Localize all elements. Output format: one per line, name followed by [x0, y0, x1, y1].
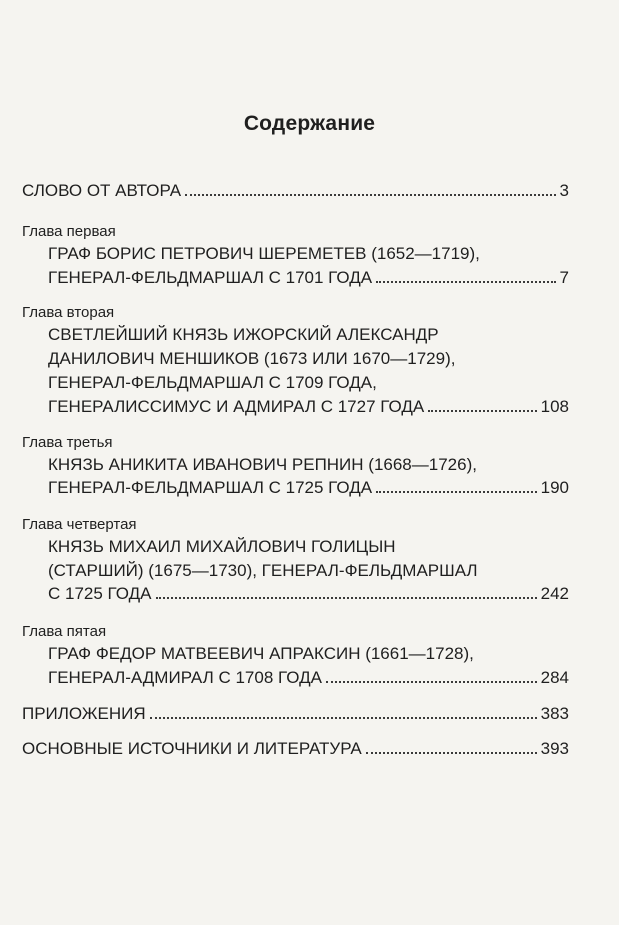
entry-line: ГЕНЕРАЛ-ФЕЛЬДМАРШАЛ С 1709 ГОДА,: [48, 373, 377, 392]
entry-line: ГРАФ ФЕДОР МАТВЕЕВИЧ АПРАКСИН (1661—1728),: [48, 644, 474, 663]
toc-entry-ch2[interactable]: [48, 397, 569, 417]
entry-line: ГЕНЕРАЛ-ФЕЛЬДМАРШАЛ С 1725 ГОДА: [48, 478, 373, 497]
entry-line: ГЕНЕРАЛИССИМУС И АДМИРАЛ С 1727 ГОДА: [48, 397, 425, 416]
dot-leader: [376, 491, 537, 493]
entry-line: С 1725 ГОДА: [48, 584, 152, 603]
page-number: 284: [540, 668, 569, 687]
page-number: 7: [559, 268, 569, 287]
dot-leader: [156, 597, 537, 599]
toc-entry-ch4[interactable]: [48, 584, 569, 604]
chapter-label: Глава вторая: [22, 304, 115, 321]
toc-entry-preface[interactable]: [22, 181, 569, 201]
page-number: 3: [559, 181, 569, 200]
entry-line: ГЕНЕРАЛ-ФЕЛЬДМАРШАЛ С 1701 ГОДА: [48, 268, 373, 287]
dot-leader: [326, 681, 537, 683]
page-number: 393: [540, 739, 569, 758]
page-number: 242: [540, 584, 569, 603]
dot-leader: [366, 752, 537, 754]
toc-entry-ch3[interactable]: [48, 478, 569, 498]
dot-leader: [150, 717, 537, 719]
entry-line: ГРАФ БОРИС ПЕТРОВИЧ ШЕРЕМЕТЕВ (1652—1719),: [48, 244, 480, 263]
toc-entry-ch5[interactable]: [48, 668, 569, 688]
page-number: 383: [540, 704, 569, 723]
page-number: 190: [540, 478, 569, 497]
dot-leader: [428, 410, 536, 412]
entry-title: ПРИЛОЖЕНИЯ: [22, 704, 146, 723]
entry-line: КНЯЗЬ МИХАИЛ МИХАЙЛОВИЧ ГОЛИЦЫН: [48, 537, 396, 556]
toc-entry-sources[interactable]: [22, 739, 569, 759]
entry-line: ДАНИЛОВИЧ МЕНШИКОВ (1673 ИЛИ 1670—1729),: [48, 349, 456, 368]
chapter-label: Глава четвертая: [22, 516, 137, 533]
page-title: Содержание: [243, 112, 376, 135]
dot-leader: [185, 194, 555, 196]
entry-title: ОСНОВНЫЕ ИСТОЧНИКИ И ЛИТЕРАТУРА: [22, 739, 362, 758]
entry-line: (СТАРШИЙ) (1675—1730), ГЕНЕРАЛ-ФЕЛЬДМАРШАЛ: [48, 561, 478, 580]
entry-title: СЛОВО ОТ АВТОРА: [22, 181, 182, 200]
entry-line: ГЕНЕРАЛ-АДМИРАЛ С 1708 ГОДА: [48, 668, 322, 687]
entry-line: КНЯЗЬ АНИКИТА ИВАНОВИЧ РЕПНИН (1668—1726),: [48, 455, 477, 474]
chapter-label: Глава третья: [22, 434, 113, 451]
toc-entry-appendix[interactable]: [22, 704, 569, 724]
dot-leader: [376, 281, 555, 283]
chapter-label: Глава первая: [22, 223, 116, 240]
entry-line: СВЕТЛЕЙШИЙ КНЯЗЬ ИЖОРСКИЙ АЛЕКСАНДР: [48, 325, 439, 344]
page-number: 108: [540, 397, 569, 416]
toc-entry-ch1[interactable]: [48, 268, 569, 288]
chapter-label: Глава пятая: [22, 623, 107, 640]
